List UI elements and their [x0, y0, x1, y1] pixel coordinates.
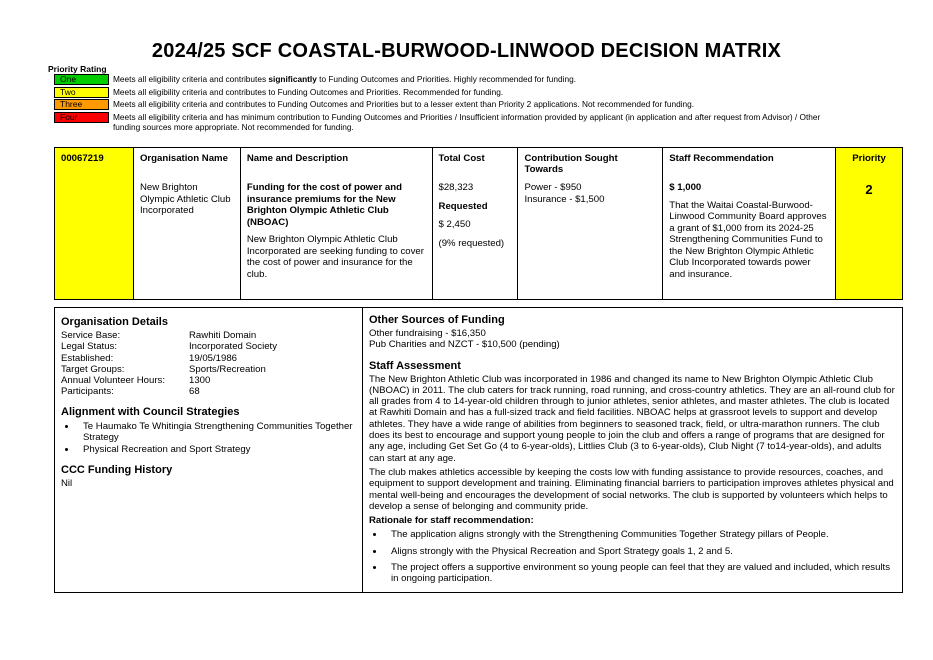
- total-cost-value: $28,323: [438, 182, 474, 193]
- legend-row-two: [54, 87, 854, 98]
- organisation-column: [55, 308, 363, 592]
- rationale-heading: Rationale for staff recommendation:: [369, 515, 534, 527]
- priority-legend: [54, 74, 854, 133]
- detail-row: [61, 341, 356, 352]
- project-title: Funding for the cost of power and insurance premiums for the New Brighton Olympic Athletic Club (NBOAC): [246, 182, 402, 228]
- requested-percentage: (9% requested): [438, 237, 505, 249]
- priority-cell: [836, 180, 903, 300]
- staff-rec-cell: [663, 180, 836, 300]
- rec-text: That the Waitai Coastal-Burwood-Linwood Community Board approves a grant of $1,000 from its 2024-25 Strengthening Communities Fund to the New Brighton Olympic Athletic Club Incorporated towards power and insurance.: [669, 199, 827, 280]
- detail-key: Target Groups:: [61, 363, 125, 375]
- header-priority: Priority: [836, 148, 903, 181]
- header-org-name: Organisation Name: [133, 148, 240, 181]
- legend-text-one-bold: significantly: [268, 74, 317, 84]
- detail-key: Legal Status:: [61, 341, 118, 353]
- header-name-desc: Name and Description: [240, 148, 432, 181]
- detail-row: [61, 386, 356, 397]
- requested-amount: $ 2,450: [438, 219, 471, 230]
- requested-label: Requested: [438, 200, 488, 212]
- detail-value: 19/05/1986: [189, 352, 238, 364]
- decision-matrix-table: [54, 147, 903, 300]
- legend-text-two: Meets all eligibility criteria and contributes to Funding Outcomes and Priorities. Recommended for funding.: [113, 86, 504, 97]
- org-name-cell: New Brighton Olympic Athletic Club Incorporated: [133, 180, 240, 300]
- legend-text-one-suffix: to Funding Outcomes and Priorities. Highly recommended for funding.: [316, 74, 577, 84]
- detail-row: [61, 353, 356, 364]
- list-item: Te Haumako Te Whitingia Strengthening Communities Together Strategy: [61, 421, 356, 444]
- detail-value: 1300: [189, 375, 211, 387]
- assessment-paragraph-1: The New Brighton Athletic Club was incorporated in 1986 and changed its name to New Brighton Olympic Athletic Club (NBOAC) in 2011. The club caters for track running, road running, and cross-country athletics. They are an all-round club for all grades from 4 to 14-year-old children through to junior athletes, senior athletes, and master athletes. The club is located at Rawhiti Domain and has a full-sized track and field facilities. NBOAC helps at grassroot levels to support and develop athletes. They have a wide range of abilities from beginners to seasoned track, field, or ultra-marathon runners. The club does its best to encourage and support young people to join the club and offers a range of programs that are designed for any age, including Get Set Go (4 to 6-year-olds), Littlies Club (3 to 6-year-olds), Club Night (7 to14-year-olds), and adults can start at any age.: [369, 373, 895, 464]
- detail-row: [61, 330, 356, 341]
- list-item: Physical Recreation and Sport Strategy: [61, 444, 356, 455]
- funding-history-value: Nil: [61, 477, 73, 489]
- detail-key: Annual Volunteer Hours:: [61, 375, 165, 387]
- matrix-header-row: [55, 148, 903, 181]
- other-funding-line: Other fundraising - $16,350: [369, 328, 486, 339]
- header-staff-rec: Staff Recommendation: [663, 148, 836, 181]
- legend-row-three: [54, 99, 854, 110]
- legend-swatch-two: Two: [54, 87, 109, 98]
- rec-amount: $ 1,000: [669, 182, 702, 193]
- detail-value: Rawhiti Domain: [189, 330, 257, 341]
- detail-key: Established:: [61, 352, 114, 364]
- list-item: Aligns strongly with the Physical Recreation and Sport Strategy goals 1, 2 and 5.: [369, 546, 896, 557]
- legend-text-three: Meets all eligibility criteria and contributes to Funding Outcomes and Priorities but to a lesser extent than Priority 2 applications. Not recommended for funding.: [113, 99, 695, 109]
- detail-value: Sports/Recreation: [189, 363, 266, 375]
- legend-text-four: Meets all eligibility criteria and has minimum contribution to Funding Outcomes and Priorities / Insufficient information provided by applicant (in application and after request from Advisor) / Other funding sources more appropriate. Not recommended for funding.: [113, 111, 821, 132]
- priority-value: 2: [865, 182, 873, 197]
- legend-swatch-three: Three: [54, 99, 109, 110]
- detail-value: Incorporated Society: [189, 341, 277, 353]
- other-funding-heading: Other Sources of Funding: [369, 314, 505, 326]
- page-title: 2024/25 SCF COASTAL-BURWOOD-LINWOOD DECISION MATRIX: [151, 40, 782, 62]
- id-cell: [55, 180, 134, 300]
- list-item: The project offers a supportive environment so young people can feel that they are valued and included, which results in ongoing participation.: [369, 562, 896, 585]
- project-description: New Brighton Olympic Athletic Club Incorporated are seeking funding to cover the cost of power and insurance for the club.: [246, 234, 424, 280]
- legend-row-one: [54, 74, 854, 85]
- assessment-column: [363, 308, 902, 592]
- detail-row: [61, 375, 356, 386]
- name-desc-cell: [240, 180, 432, 300]
- detail-row: [61, 364, 356, 375]
- contribution-insurance: Insurance - $1,500: [524, 193, 605, 205]
- header-contribution: Contribution Sought Towards: [518, 148, 663, 181]
- contribution-power: Power - $950: [524, 182, 582, 193]
- contribution-cell: [518, 180, 663, 300]
- legend-swatch-four: Four: [54, 112, 109, 123]
- legend-row-four: [54, 112, 854, 132]
- alignment-heading: Alignment with Council Strategies: [61, 405, 240, 418]
- legend-text-one: [109, 74, 849, 84]
- org-details-heading: Organisation Details: [61, 316, 168, 328]
- total-cost-cell: [432, 180, 518, 300]
- list-item: The application aligns strongly with the Strengthening Communities Together Strategy pillars of People.: [369, 529, 896, 540]
- rationale-list: [369, 529, 896, 584]
- priority-rating-heading: Priority Rating: [48, 64, 107, 74]
- detail-value: 68: [189, 386, 200, 398]
- detail-key: Service Base:: [61, 330, 121, 341]
- legend-text-one-prefix: Meets all eligibility criteria and contributes: [113, 74, 269, 84]
- header-total-cost: Total Cost: [432, 148, 518, 181]
- alignment-list: [61, 421, 356, 456]
- assessment-paragraph-2: The club makes athletics accessible by keeping the costs low with funding assistance to provide resources, coaches, and equipment to support development and training. Eliminating financial barriers to participation improves athletes physical and mental well-being and encourages the development of social networks. The club is supported by volunteers which helps to develop a sense of belonging and community pride.: [369, 466, 894, 512]
- funding-history-heading: CCC Funding History: [61, 463, 173, 476]
- detail-key: Participants:: [61, 386, 114, 398]
- other-funding-line: Pub Charities and NZCT - $10,500 (pending): [369, 339, 560, 351]
- application-id: 00067219: [55, 148, 134, 181]
- staff-assessment-heading: Staff Assessment: [369, 359, 461, 372]
- matrix-body-row: [55, 180, 903, 300]
- legend-swatch-one: One: [54, 74, 109, 85]
- details-panel: [54, 307, 903, 593]
